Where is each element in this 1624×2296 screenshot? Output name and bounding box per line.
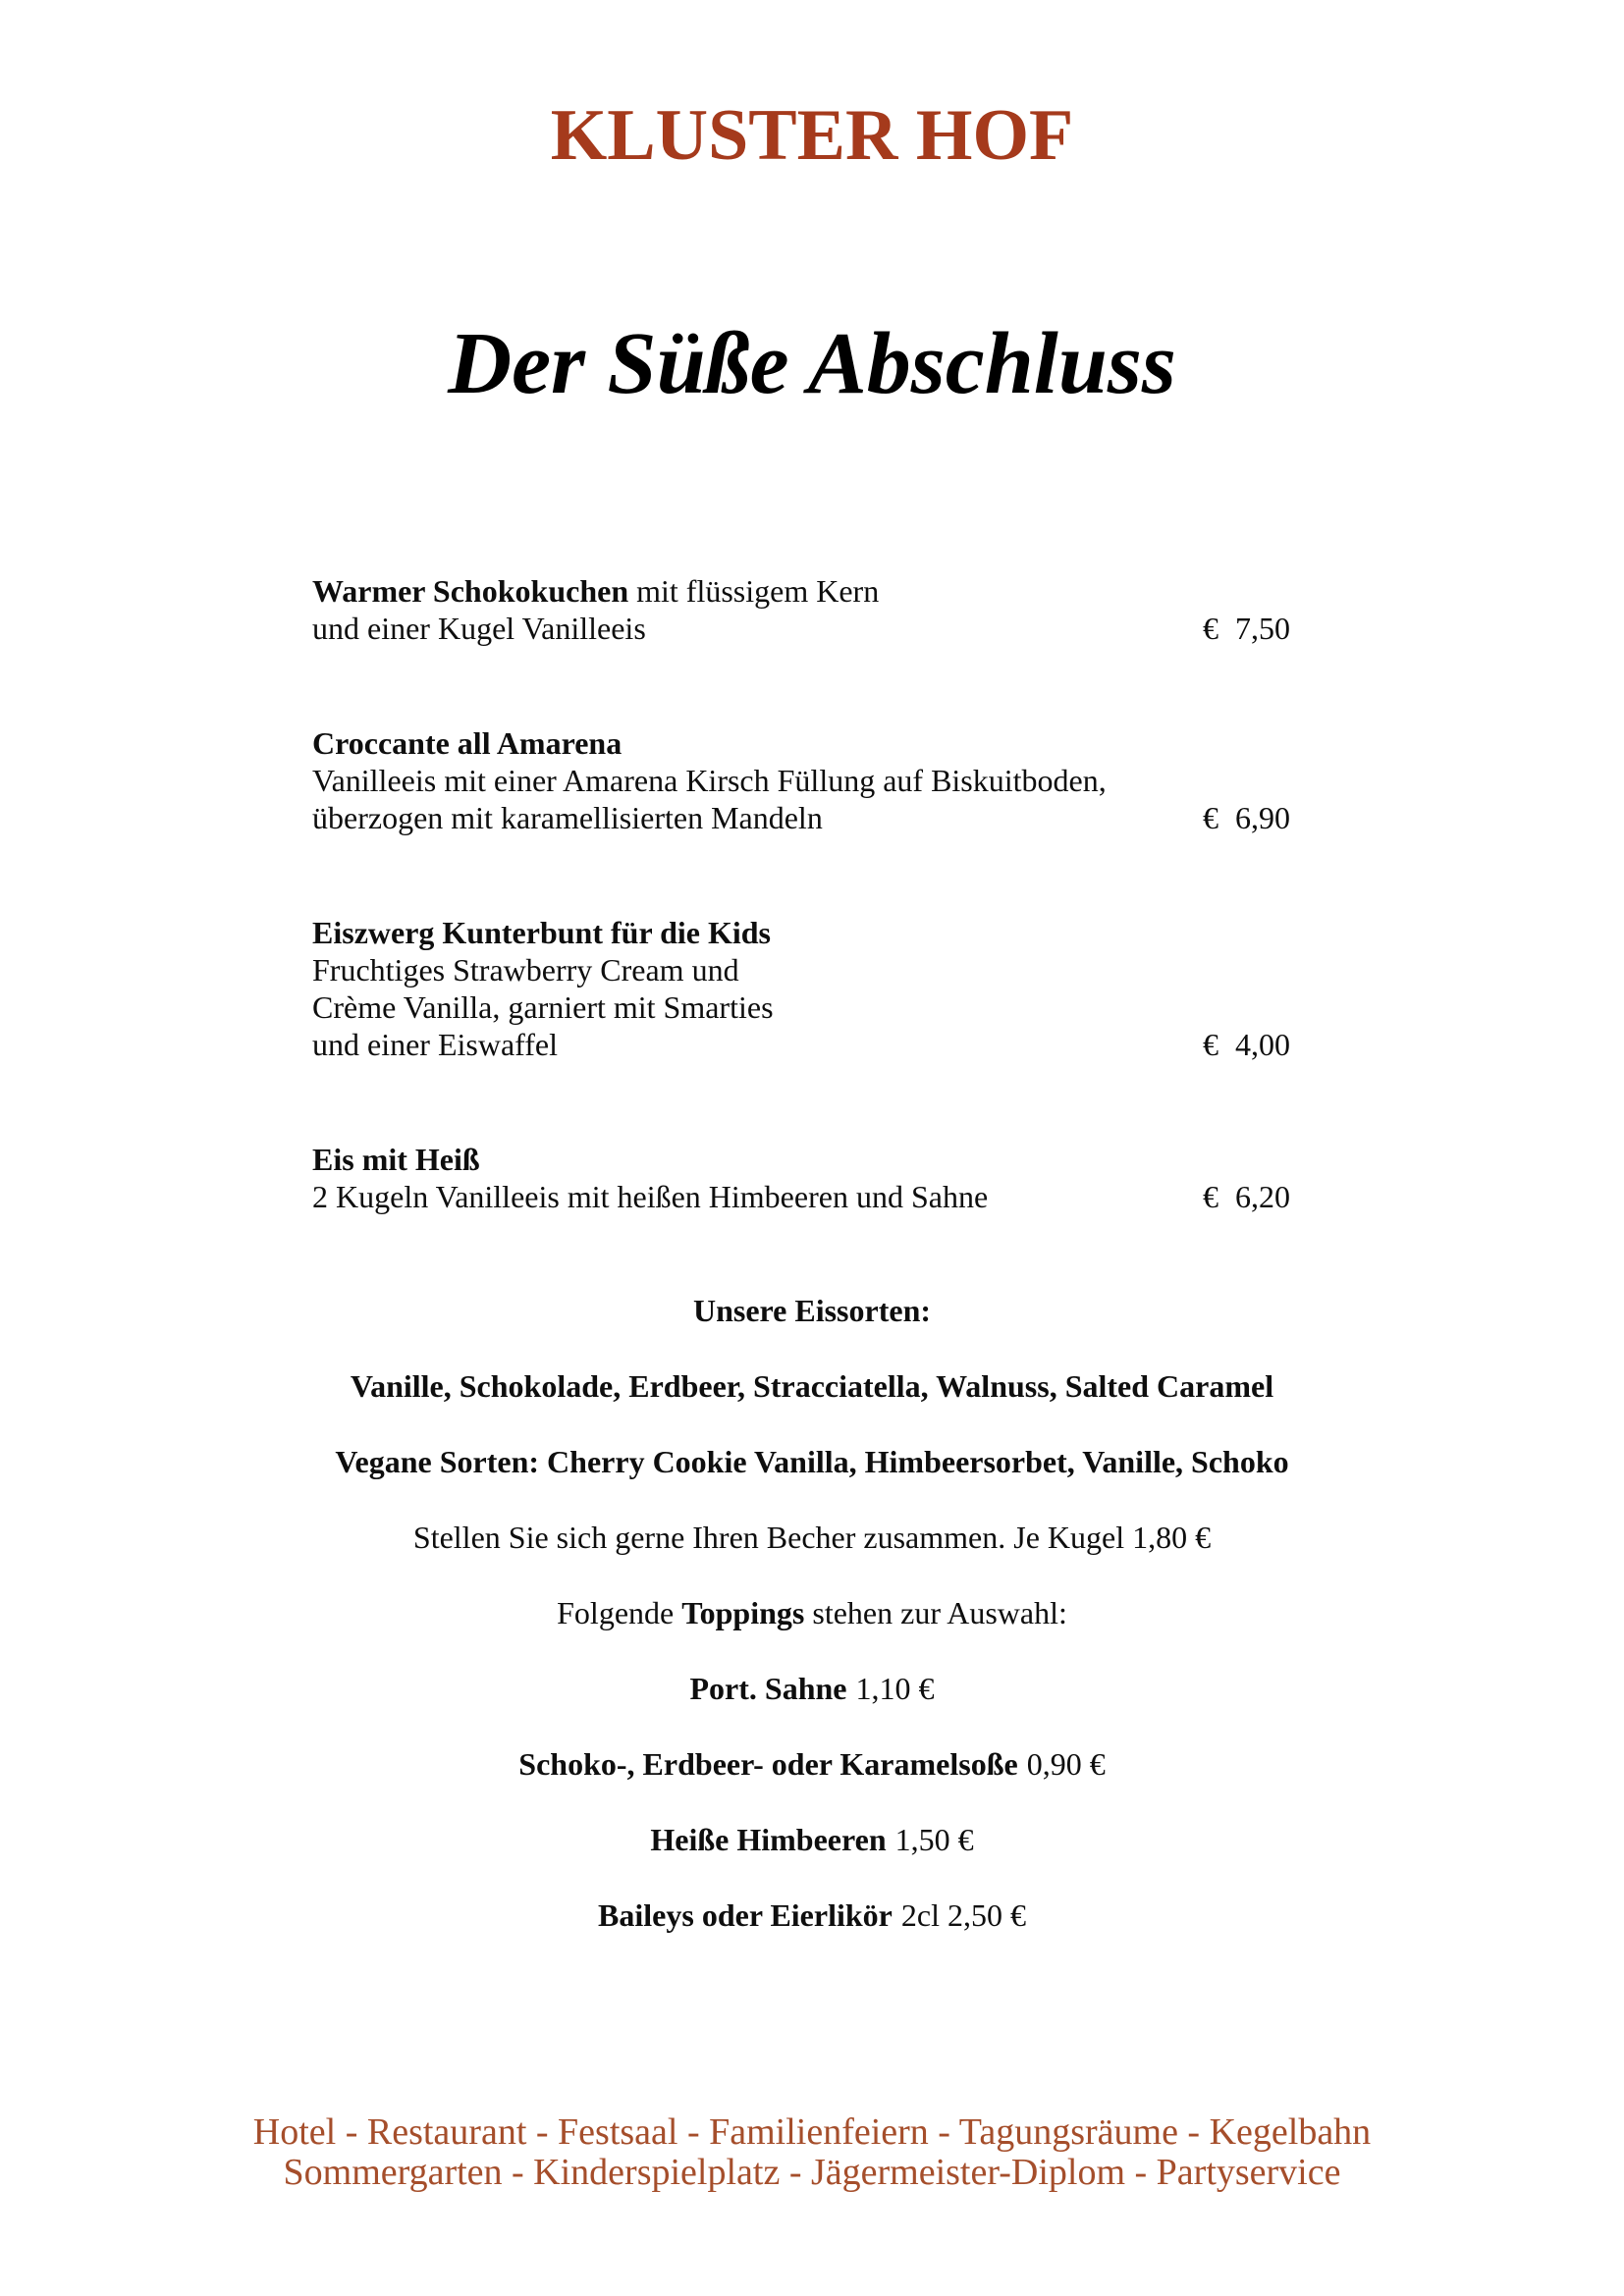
menu-item-name: Eis mit Heiß xyxy=(312,1142,480,1177)
flavors-and-toppings-section xyxy=(0,1292,1624,1972)
menu-section-title: Der Süße Abschluss xyxy=(448,315,1176,412)
menu-item-description xyxy=(312,610,879,647)
euro-currency-symbol: € xyxy=(1203,800,1218,835)
menu-item-description xyxy=(312,1178,988,1215)
menu-item xyxy=(312,1141,1290,1215)
menu-item-price xyxy=(1203,799,1290,836)
topping-label: Baileys oder Eierlikör xyxy=(598,1897,893,1933)
scoop-price-note: Stellen Sie sich gerne Ihren Becher zusammen. Je Kugel 1,80 € xyxy=(412,1520,1212,1555)
menu-item-title-line xyxy=(312,572,879,610)
topping-label: Port. Sahne xyxy=(689,1671,847,1706)
menu-item-price xyxy=(1203,1178,1290,1215)
menu-item-text xyxy=(312,914,774,1063)
menu-item-title-line xyxy=(312,724,1107,762)
restaurant-name-title: KLUSTER HOF xyxy=(550,95,1074,176)
topping-price: 1,50 € xyxy=(894,1822,974,1857)
flavors-vegan-list: Vegane Sorten: Cherry Cookie Vanilla, Himbeersorbet, Vanille, Schoko xyxy=(335,1444,1289,1479)
euro-currency-symbol: € xyxy=(1203,1027,1218,1062)
menu-item xyxy=(312,914,1290,1063)
topping-price: 1,10 € xyxy=(855,1671,935,1706)
euro-currency-symbol: € xyxy=(1203,1179,1218,1214)
footer-services xyxy=(0,2112,1624,2193)
topping-line xyxy=(0,1745,1624,1783)
menu-item-text xyxy=(312,724,1107,836)
menu-item-list xyxy=(312,572,1290,1293)
menu-item-title-line xyxy=(312,914,774,951)
menu-item-price-amount: 7,50 xyxy=(1235,611,1290,646)
menu-item-name: Warmer Schokokuchen xyxy=(312,573,629,609)
footer-services-line-2: Sommergarten - Kinderspielplatz - Jägermeister-Diplom - Partyservice xyxy=(283,2152,1341,2193)
menu-item-name-suffix: mit flüssigem Kern xyxy=(628,573,880,609)
footer-services-line-1: Hotel - Restaurant - Festsaal - Familienfeiern - Tagungsräume - Kegelbahn xyxy=(252,2111,1372,2153)
menu-item-price-amount: 6,90 xyxy=(1235,800,1290,835)
menu-item-description-line: 2 Kugeln Vanilleeis mit heißen Himbeeren und Sahne xyxy=(312,1179,989,1214)
menu-item-price xyxy=(1203,610,1290,647)
toppings-intro-prefix: Folgende xyxy=(557,1595,682,1630)
menu-item-text xyxy=(312,572,879,647)
menu-item-title-line xyxy=(312,1141,988,1178)
topping-price: 0,90 € xyxy=(1026,1746,1106,1782)
menu-item-price-amount: 4,00 xyxy=(1235,1027,1290,1062)
menu-item-description-line: Crème Vanilla, garniert mit Smarties xyxy=(312,989,774,1025)
menu-item-text xyxy=(312,1141,988,1215)
toppings-intro-suffix: stehen zur Auswahl: xyxy=(804,1595,1067,1630)
menu-item-description-line: Fruchtiges Strawberry Cream und xyxy=(312,952,739,988)
menu-item xyxy=(312,724,1290,836)
toppings-intro-keyword: Toppings xyxy=(681,1595,805,1630)
menu-item-description-line: Vanilleeis mit einer Amarena Kirsch Füllung auf Biskuitboden, xyxy=(312,763,1107,798)
menu-item-price-amount: 6,20 xyxy=(1235,1179,1290,1214)
topping-line xyxy=(0,1821,1624,1858)
menu-item-name: Eiszwerg Kunterbunt für die Kids xyxy=(312,915,771,950)
menu-item xyxy=(312,572,1290,647)
toppings-list xyxy=(0,1670,1624,1934)
menu-item-description-line: und einer Kugel Vanilleeis xyxy=(312,611,646,646)
menu-item-description-line: und einer Eiswaffel xyxy=(312,1027,558,1062)
flavors-heading: Unsere Eissorten: xyxy=(692,1293,932,1328)
topping-line xyxy=(0,1670,1624,1707)
topping-label: Schoko-, Erdbeer- oder Karamelsoße xyxy=(518,1746,1018,1782)
toppings-intro-line xyxy=(0,1594,1624,1631)
euro-currency-symbol: € xyxy=(1203,611,1218,646)
flavors-standard-list: Vanille, Schokolade, Erdbeer, Stracciatella, Walnuss, Salted Caramel xyxy=(350,1368,1274,1404)
menu-item-name: Croccante all Amarena xyxy=(312,725,623,761)
menu-item-description xyxy=(312,951,774,1063)
menu-item-description xyxy=(312,762,1107,836)
topping-label: Heiße Himbeeren xyxy=(650,1822,887,1857)
topping-line xyxy=(0,1896,1624,1934)
menu-item-description-line: überzogen mit karamellisierten Mandeln xyxy=(312,800,823,835)
topping-price: 2cl 2,50 € xyxy=(900,1897,1026,1933)
menu-item-price xyxy=(1203,1026,1290,1063)
